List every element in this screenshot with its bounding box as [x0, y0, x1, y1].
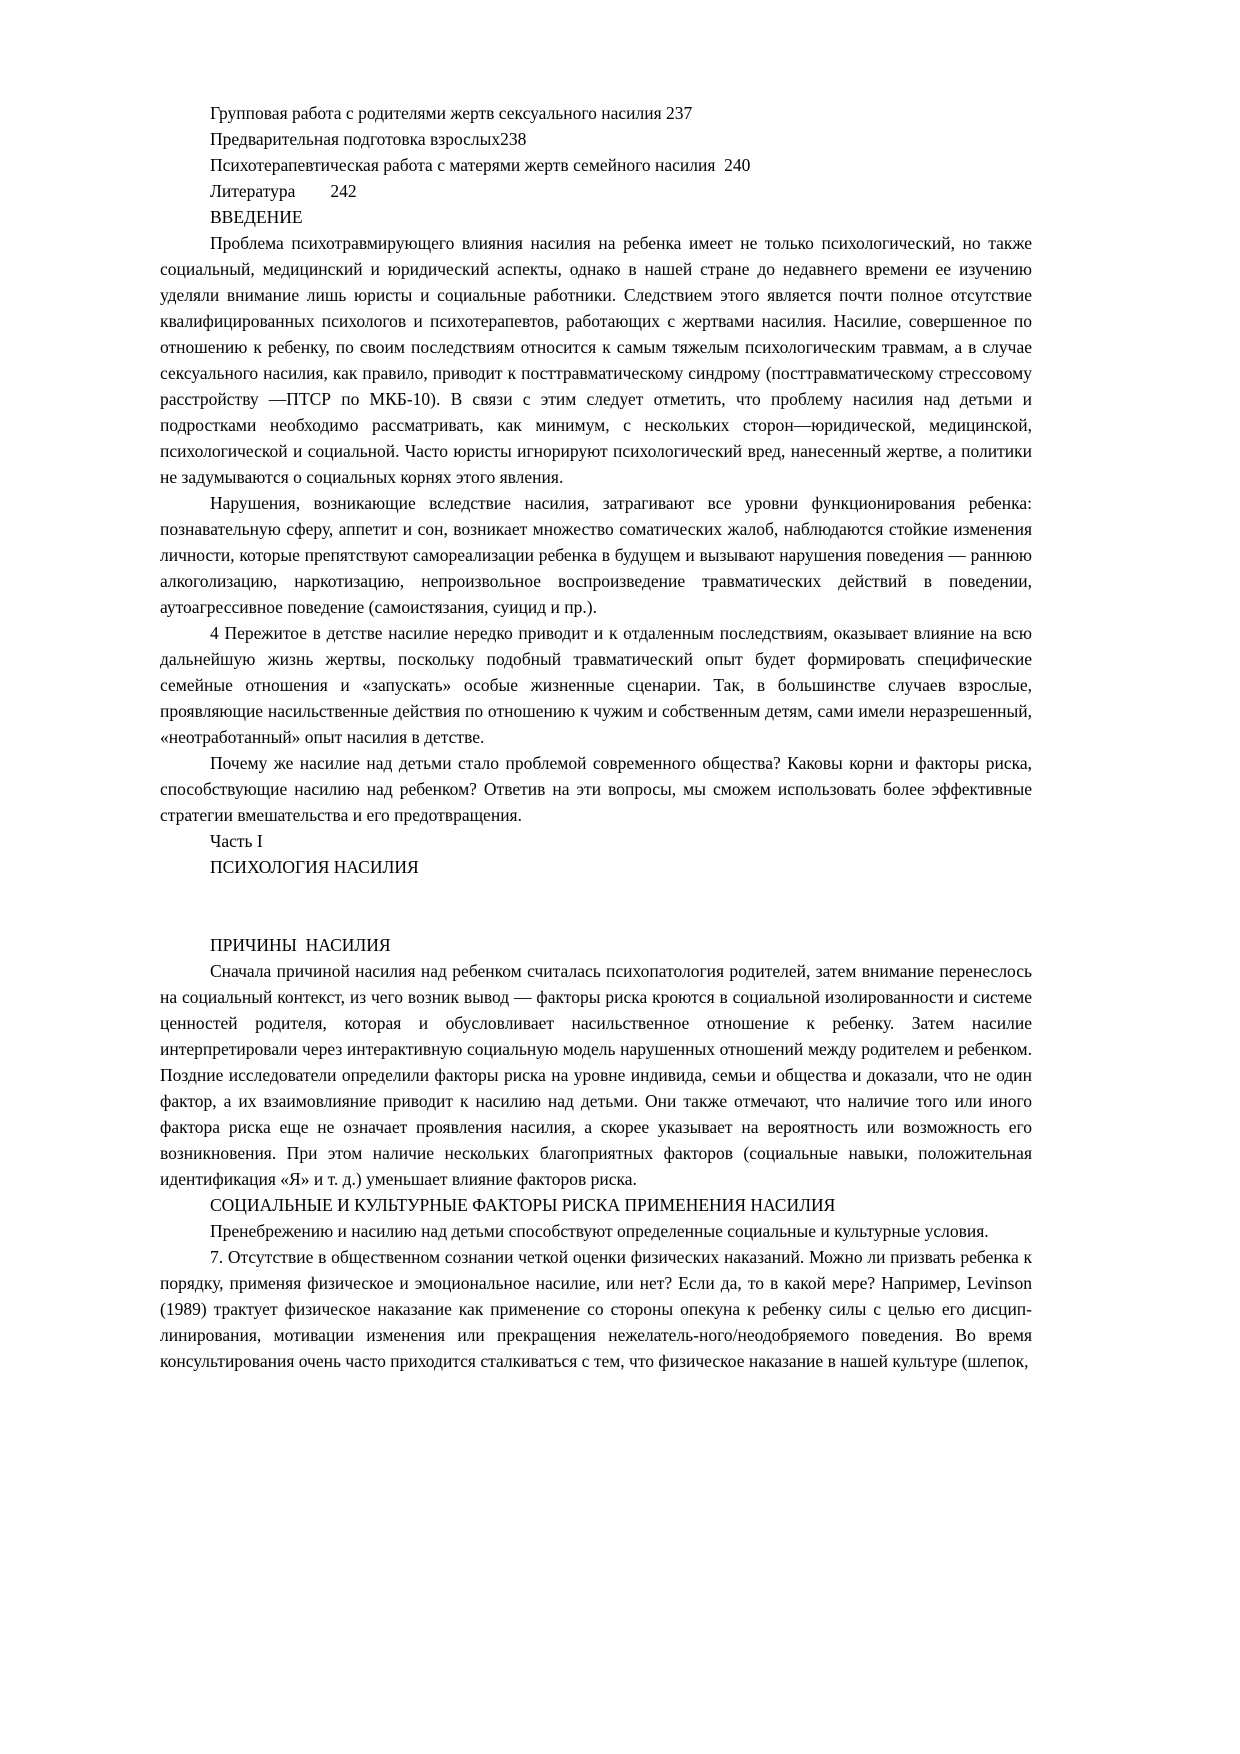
paragraph: Проблема психотравмирующего влияния насилия на ребенка имеет не только психологический, но также социальный, медицинский и юридический аспекты, однако в нашей стране до недавнего времени ее изучению уделяли внимание лишь юристы и социальные работники. Следствием этого является почти полное отсутствие квалифицированных психологов и психотерапевтов, работающих с жертвами насилия. Насилие, совершенное по отношению к ребенку, по своим последствиям относится к самым тяжелым психологическим травмам, а в случае сексуального насилия, как правило, приводит к посттравматическому синдрому (посттравматическому стрессовому расстройству —ПТСР по МКБ-10). В связи с этим следует отметить, что проблему насилия над детьми и подростками необходимо рассматривать, как минимум, с нескольких сторон—юридической, медицинской, психологической и социальной. Часто юристы игнорируют психологический вред, нанесенный жертве, а политики не задумываются о социальных корнях этого явления. [160, 233, 1032, 487]
paragraph: 7. Отсутствие в общественном сознании четкой оценки физических наказаний. Можно ли призвать ребенка к порядку, применяя физическое и эмоциональное насилие, или нет? Если да, то в какой мере? Например, Levinson (1989) трактует физическое наказание как применение со стороны опекуна к ребенку силы с целью его дисцип-линирования, мотивации изменения или прекращения нежелатель-ного/неодобряемого поведения. Во время консультирования очень часто приходится сталкиваться с тем, что физическое наказание в нашей культуре (шлепок, [160, 1247, 1032, 1371]
paragraph: Нарушения, возникающие вследствие насилия, затрагивают все уровни функционирования ребенка: познавательную сферу, аппетит и сон, возникает множество соматических жалоб, наблюдаются стойкие изменения личности, которые препятствуют самореализации ребенка в будущем и вызывают нарушения поведения — раннюю алкоголизацию, наркотизацию, непроизвольное воспроизведение травматических действий в поведении, аутоагрессивное поведение (самоистязания, суицид и пр.). [160, 493, 1032, 617]
toc-line: Литература 242 [210, 181, 357, 201]
paragraph: Пренебрежению и насилию над детьми способствуют определенные социальные и культурные условия. [210, 1221, 989, 1241]
paragraph: 4 Пережитое в детстве насилие нередко приводит и к отдаленным последствиям, оказывает влияние на всю дальнейшую жизнь жертвы, поскольку подобный травматический опыт будет формировать специфические семейные отношения и «запускать» особые жизненные сценарии. Так, в большинстве случаев взрослые, проявляющие насильственные действия по отношению к чужим и собственным детям, сами имели неразрешенный, «неотработанный» опыт насилия в детстве. [160, 623, 1032, 747]
part-title: ПСИХОЛОГИЯ НАСИЛИЯ [210, 857, 419, 877]
toc-line: Групповая работа с родителями жертв сексуального насилия 237 [210, 103, 693, 123]
part-label: Часть I [210, 831, 263, 851]
paragraph: Почему же насилие над детьми стало проблемой современного общества? Каковы корни и факторы риска, способствующие насилию над ребенком? Ответив на эти вопросы, мы сможем использовать более эффективные стратегии вмешательства и его предотвращения. [160, 753, 1032, 825]
section-heading-social-factors: СОЦИАЛЬНЫЕ И КУЛЬТУРНЫЕ ФАКТОРЫ РИСКА ПРИМЕНЕНИЯ НАСИЛИЯ [210, 1195, 836, 1215]
section-heading-introduction: ВВЕДЕНИЕ [210, 207, 303, 227]
toc-line: Предварительная подготовка взрослых238 [210, 129, 527, 149]
toc-line: Психотерапевтическая работа с матерями жертв семейного насилия 240 [210, 155, 751, 175]
blank-space [160, 880, 1032, 932]
paragraph: Сначала причиной насилия над ребенком считалась психопатология родителей, затем внимание перенеслось на социальный контекст, из чего возник вывод — факторы риска кроются в социальной изолированности и системе ценностей родителя, которая и обусловливает насильственное отношение к ребенку. Затем насилие интерпретировали через интерактивную социальную модель нарушенных отношений между родителем и ребенком. Поздние исследователи определили факторы риска на уровне индивида, семьи и общества и доказали, что не один фактор, а их взаимовлияние приводит к насилию над детьми. Они также отмечают, что наличие того или иного фактора риска еще не означает проявления насилия, а скорее указывает на вероятность или возможность его возникновения. При этом наличие нескольких благоприятных факторов (социальные навыки, положительная идентификация «Я» и т. д.) уменьшает влияние факторов риска. [160, 961, 1032, 1189]
section-heading-causes: ПРИЧИНЫ НАСИЛИЯ [210, 935, 391, 955]
